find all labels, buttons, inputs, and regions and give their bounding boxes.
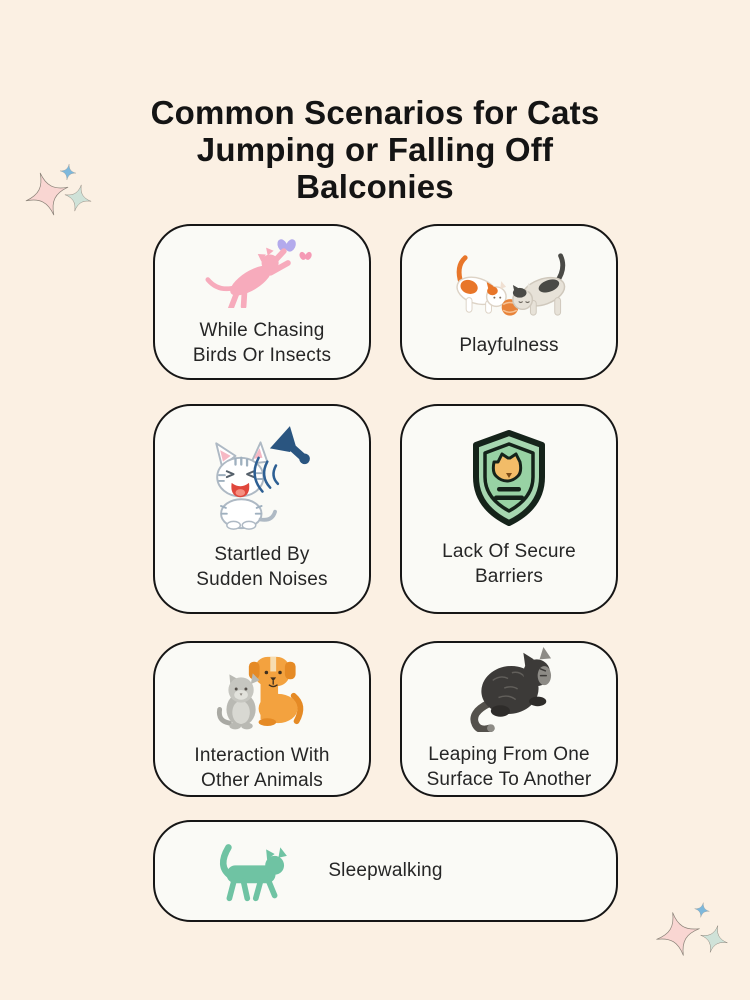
scenario-card-leaping-from-one-surface-to-another [400,641,618,797]
scenario-card-while-chasing-birds-or-insects [153,224,371,380]
scenario-card-label: Startled By Sudden Noises [196,543,328,590]
scenario-card-label: Leaping From One Surface To Another [426,743,592,790]
cat-shield-icon [464,429,554,529]
page-title [0,94,750,205]
scenario-card-playfulness [400,224,618,380]
scenario-card-label: Sleepwalking [328,860,443,882]
scenario-card-label: Lack Of Secure Barriers [442,540,576,587]
scenario-card-label: While Chasing Birds Or Insects [192,319,332,366]
scenario-card-label: Interaction With Other Animals [194,744,330,791]
scenario-card-label: Playfulness [459,335,559,357]
scenario-card-sleepwalking [153,820,618,922]
dog-and-cat-icon [206,645,318,733]
pink-cat-chasing-butterflies-icon [195,236,329,308]
scenario-card-startled-by-sudden-noises [153,404,371,614]
crying-kitten-and-horn-icon [196,426,328,532]
page-title-line: Common Scenarios for Cats [150,94,600,132]
page-title-line: Jumping or Falling Off [196,131,554,169]
page-title-line: Balconies [296,168,454,206]
scenario-card-lack-of-secure-barriers [400,404,618,614]
sparkle-decoration-bottom-right-icon [652,896,740,974]
walking-cat-silhouette-icon [213,838,291,904]
two-cats-playing-with-yarn-icon [436,245,582,323]
crouching-tabby-cat-icon [456,646,562,732]
scenario-card-interaction-with-other-animals [153,641,371,797]
